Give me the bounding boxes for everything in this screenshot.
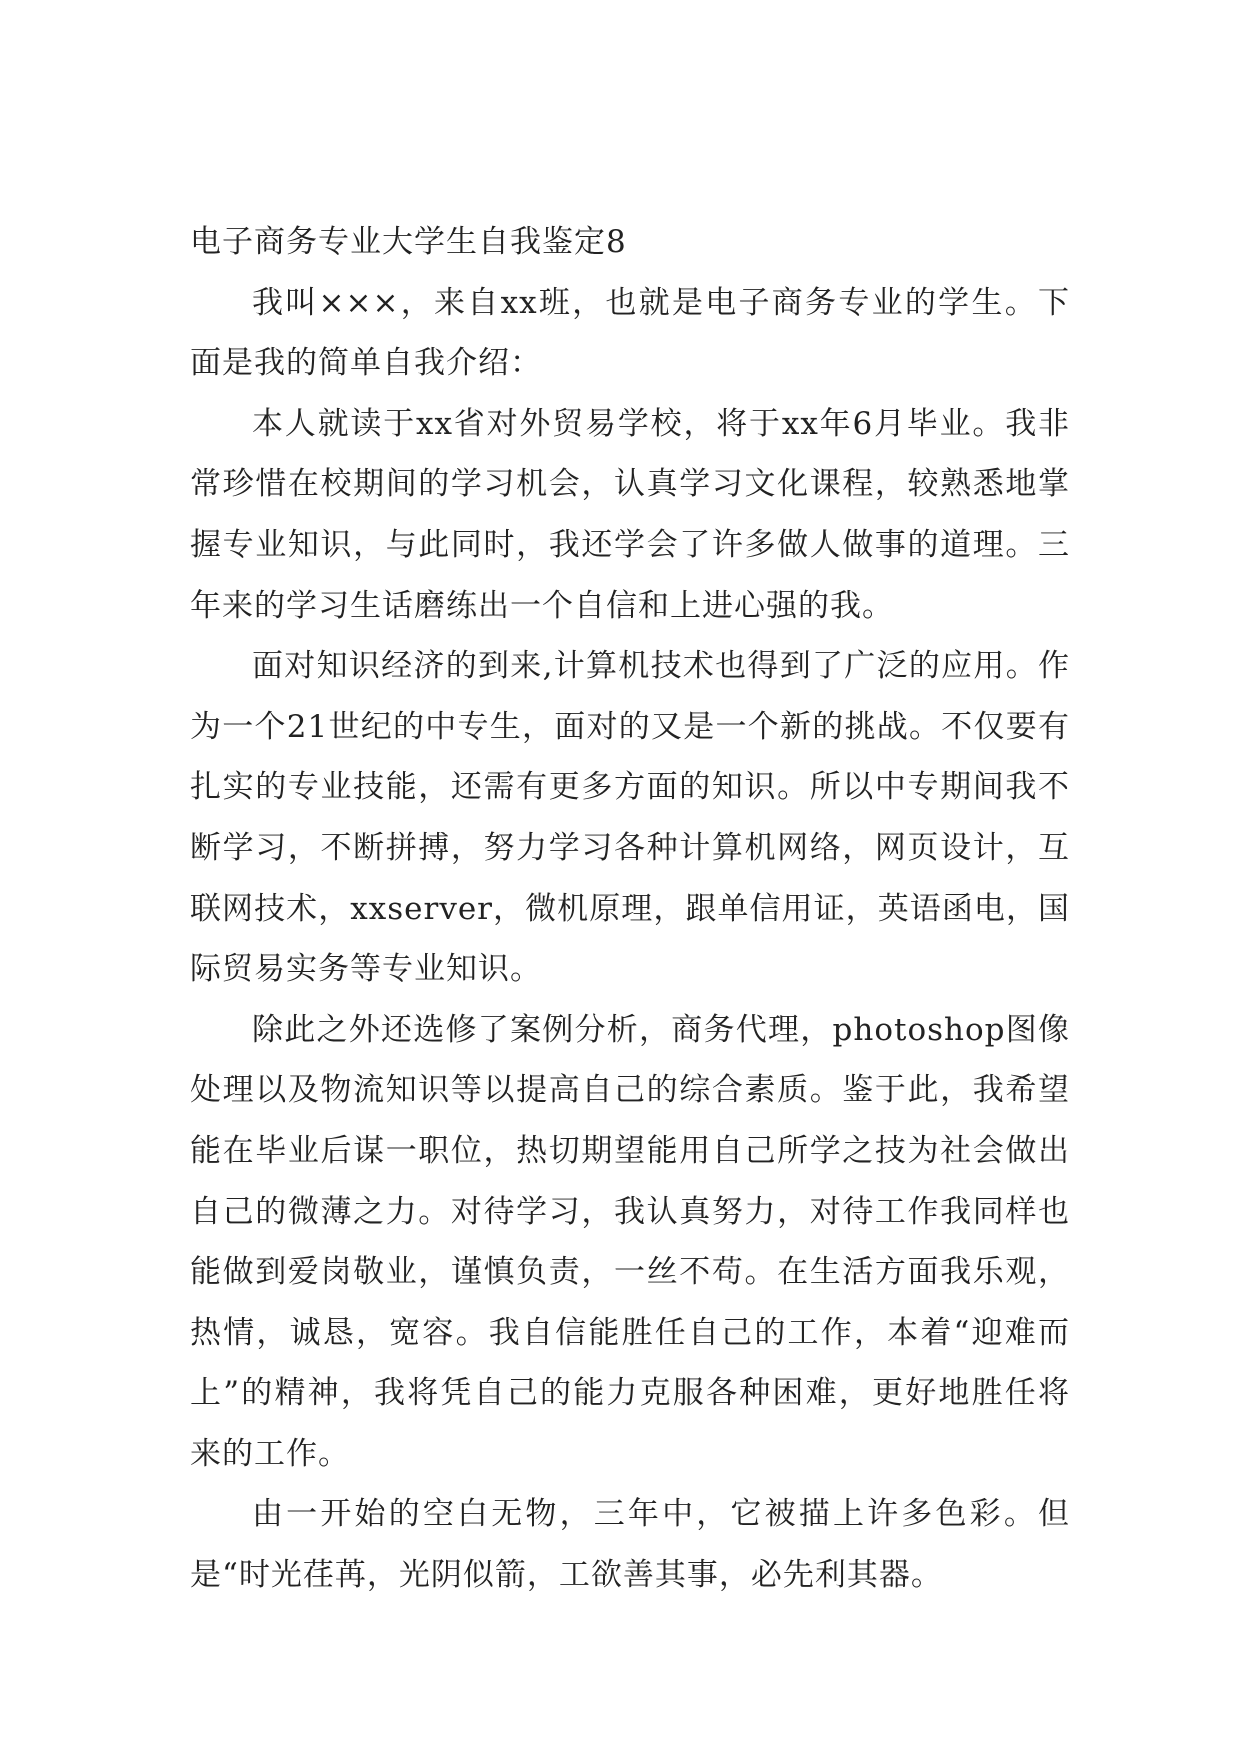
- document-body: [190, 212, 1070, 1606]
- document-title: 电子商务专业大学生自我鉴定8: [190, 224, 627, 260]
- paragraph-electives: 除此之外还选修了案例分析，商务代理，photoshop图像处理以及物流知识等以提高自己的综合素质。鉴于此，我希望能在毕业后谋一职位，热切期望能用自己所学之技为社会做出自己的微薄之力。对待学习，我认真努力，对待工作我同样也能做到爱岗敬业，谨慎负责，一丝不苟。在生活方面我乐观，热情，诚恳，宽容。我自信能胜任自己的工作，本着“迎难而上”的精神，我将凭自己的能力克服各种困难，更好地胜任将来的工作。: [190, 1011, 1070, 1472]
- paragraph-intro: 我叫×××，来自xx班，也就是电子商务专业的学生。下面是我的简单自我介绍：: [190, 284, 1070, 382]
- paragraph-skills: 面对知识经济的到来,计算机技术也得到了广泛的应用。作为一个21世纪的中专生，面对的又是一个新的挑战。不仅要有扎实的专业技能，还需有更多方面的知识。所以中专期间我不断学习，不断拼搏，努力学习各种计算机网络，网页设计，互联网技术，xxserver，微机原理，跟单信用证，英语函电，国际贸易实务等专业知识。: [190, 648, 1070, 988]
- paragraph-school: 本人就读于xx省对外贸易学校，将于xx年6月毕业。我非常珍惜在校期间的学习机会，认真学习文化课程，较熟悉地掌握专业知识，与此同时，我还学会了许多做人做事的道理。三年来的学习生话磨练出一个自信和上进心强的我。: [190, 405, 1070, 624]
- paragraph-closing: 由一开始的空白无物，三年中，它被描上许多色彩。但是“时光荏苒，光阴似箭，工欲善其事，必先利其器。: [190, 1496, 1070, 1594]
